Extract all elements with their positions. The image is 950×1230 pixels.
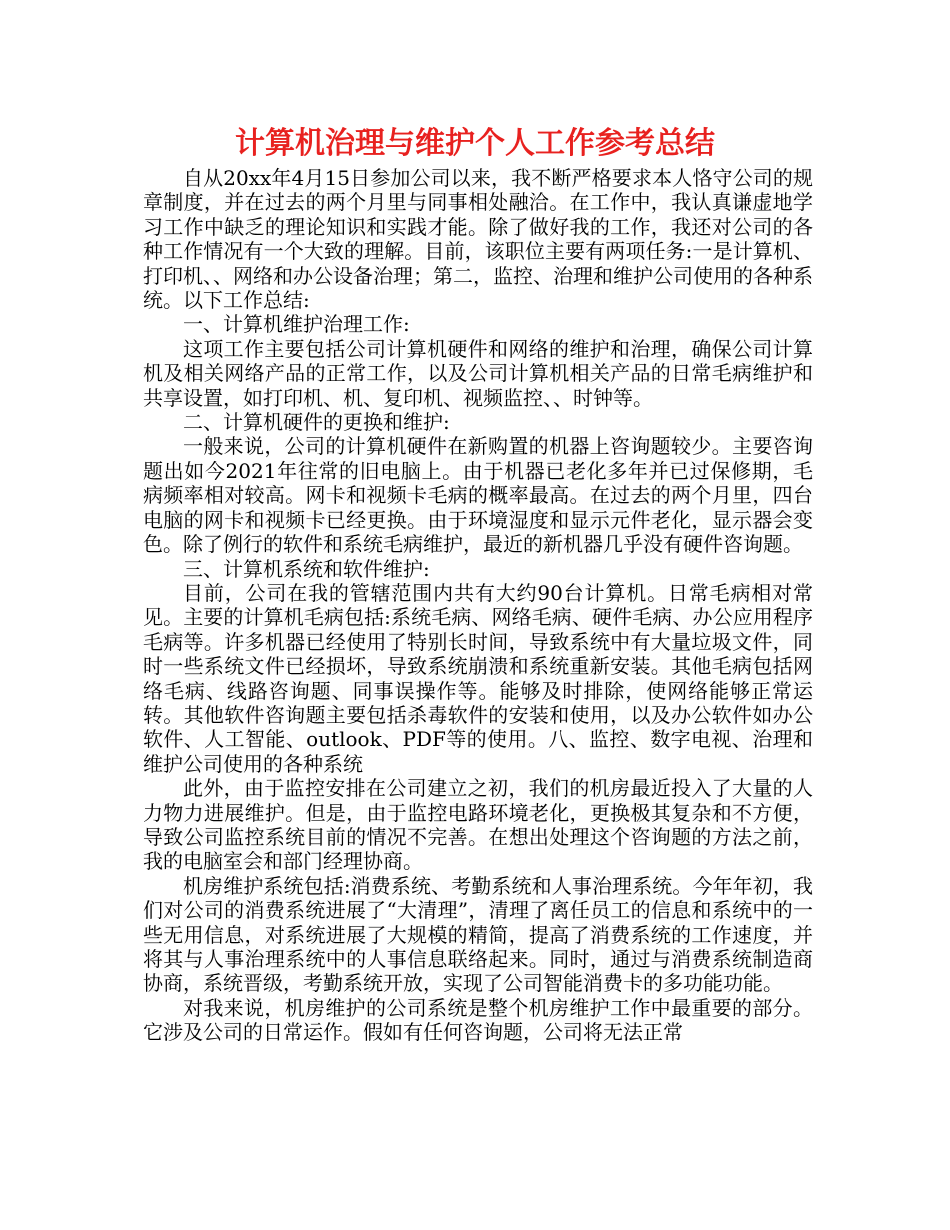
document-title: 计算机治理与维护个人工作参考总结 [235, 126, 715, 161]
paragraph-section-2: 一般来说，公司的计算机硬件在新购置的机器上咨询题较少。主要咨询题出如今2021年往常的旧电脑上。由于机器已老化多年并已过保修期，毛病频率相对较高。网卡和视频卡毛病的概率最高。在过去的两个月里，四台电脑的网卡和视频卡已经更换。由于环境湿度和显示元件老化，显示器会变色。除了例行的软件和系统毛病维护，最近的新机器几乎没有硬件咨询题。 [143, 434, 813, 557]
paragraph-intro: 自从20xx年4月15日参加公司以来，我不断严格要求本人恪守公司的规章制度，并在过去的两个月里与同事相处融洽。在工作中，我认真谦虚地学习工作中缺乏的理论知识和实践才能。除了做好我的工作，我还对公司的各种工作情况有一个大致的理解。目前，该职位主要有两项任务:一是计算机、打印机、、网络和办公设备治理；第二，监控、治理和维护公司使用的各种系统。以下工作总结: [143, 166, 813, 313]
paragraph-monitoring: 此外，由于监控安排在公司建立之初，我们的机房最近投入了大量的人力物力进展维护。但是，由于监控电路环境老化，更换极其复杂和不方便，导致公司监控系统目前的情况不完善。在想出处理这个咨询题的方法之前，我的电脑室会和部门经理协商。 [143, 776, 813, 874]
section-heading-1: 一、计算机维护治理工作: [183, 312, 410, 337]
section-heading-3: 三、计算机系统和软件维护: [183, 556, 430, 581]
paragraph-machine-room-systems: 机房维护系统包括:消费系统、考勤系统和人事治理系统。今年年初，我们对公司的消费系统进展了“大清理”，清理了离任员工的信息和系统中的一些无用信息，对系统进展了大规模的精简，提高了消费系统的工作速度，并将其与人事治理系统中的人事信息联络起来。同时，通过与消费系统制造商协商，系统晋级，考勤系统开放，实现了公司智能消费卡的多功能功能。 [143, 873, 813, 996]
paragraph-section-1: 这项工作主要包括公司计算机硬件和网络的维护和治理，确保公司计算机及相关网络产品的正常工作，以及公司计算机相关产品的日常毛病维护和共享设置，如打印机、机、复印机、视频监控、、时钟等。 [143, 336, 813, 410]
section-heading-2: 二、计算机硬件的更换和维护: [183, 410, 450, 435]
paragraph-section-3: 目前，公司在我的管辖范围内共有大约90台计算机。日常毛病相对常见。主要的计算机毛病包括:系统毛病、网络毛病、硬件毛病、办公应用程序毛病等。许多机器已经使用了特别长时间，导致系统中有大量垃圾文件，同时一些系统文件已经损坏，导致系统崩溃和系统重新安装。其他毛病包括网络毛病、线路咨询题、同事误操作等。能够及时排除，使网络能够正常运转。其他软件咨询题主要包括杀毒软件的安装和使用，以及办公软件如办公软件、人工智能、outlook、PDF等的使用。八、监控、数字电视、治理和维护公司使用的各种系统 [143, 580, 813, 776]
paragraph-closing: 对我来说，机房维护的公司系统是整个机房维护工作中最重要的部分。它涉及公司的日常运作。假如有任何咨询题，公司将无法正常 [143, 995, 813, 1045]
document-body [143, 166, 813, 1045]
